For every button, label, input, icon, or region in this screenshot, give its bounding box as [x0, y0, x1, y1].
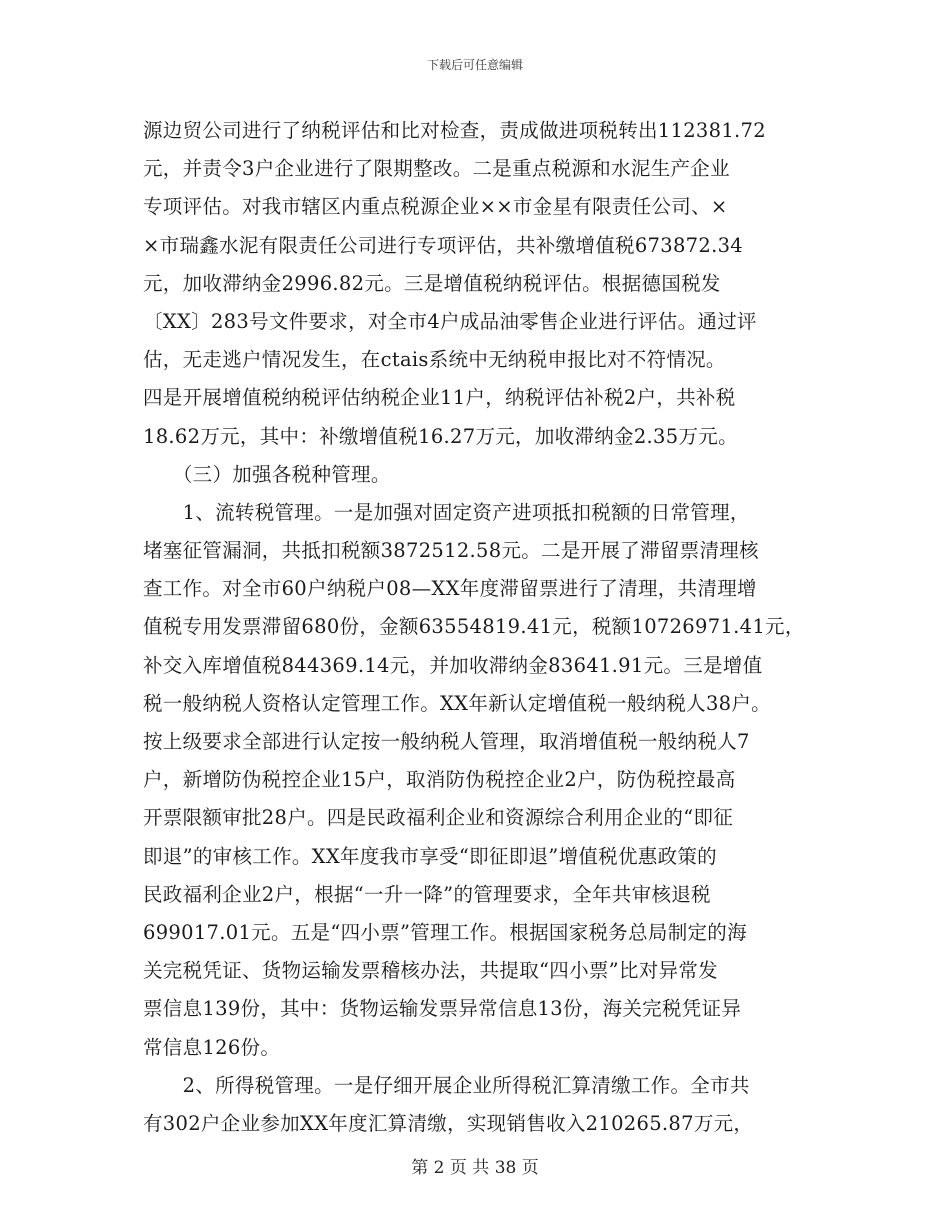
text-line: 估，无走逃户情况发生，在ctais系统中无纳税申报比对不符情况。 [143, 348, 726, 372]
section-heading: （三）加强各税种管理。 [143, 462, 391, 486]
text-line: 源边贸公司进行了纳税评估和比对检查，责成做进项税转出112381.72 [143, 119, 766, 142]
text-line: 2、所得税管理。一是仔细开展企业所得税汇算清缴工作。全市共 [143, 1073, 750, 1097]
text-line: 开票限额审批28户。四是民政福利企业和资源综合利用企业的“即征 [143, 806, 734, 830]
text-line: 票信息139份，其中：货物运输发票异常信息13份，海关完税凭证异 [143, 997, 742, 1021]
text-line: 税一般纳税人资格认定管理工作。XX年新认定增值税一般纳税人38户。 [143, 691, 771, 715]
text-line: 即退”的审核工作。XX年度我市享受“即征即退”增值税优惠政策的 [143, 844, 717, 868]
text-line: ×市瑞鑫水泥有限责任公司进行专项评估，共补缴增值税673872.34 [143, 233, 743, 257]
text-line: 18.62万元，其中：补缴增值税16.27万元，加收滞纳金2.35万元。 [143, 424, 738, 448]
text-line: 元，并责令3户企业进行了限期整改。二是重点税源和水泥生产企业 [143, 157, 730, 181]
text-line: 补交入库增值税844369.14元，并加收滞纳金83641.91元。三是增值 [143, 653, 763, 677]
text-line: 户，新增防伪税控企业15户，取消防伪税控企业2户，防伪税控最高 [143, 768, 736, 792]
text-line: 699017.01元。五是“四小票”管理工作。根据国家税务总局制定的海 [143, 920, 747, 944]
text-line: 〔XX〕283号文件要求，对全市4户成品油零售企业进行评估。通过评 [143, 309, 757, 333]
text-line: 元，加收滞纳金2996.82元。三是增值税纳税评估。根据德国税发 [143, 271, 721, 295]
body-text [143, 112, 823, 1143]
text-line: 民政福利企业2户，根据“一升一降”的管理要求，全年共审核退税 [143, 882, 711, 906]
text-line: 查工作。对全市60户纳税户08—XX年度滞留票进行了清理，共清理增 [143, 577, 757, 601]
text-line: 关完税凭证、货物运输发票稽核办法，共提取“四小票”比对异常发 [143, 959, 718, 983]
text-line: 值税专用发票滞留680份，金额63554819.41元，税额10726971.41元， [143, 615, 805, 639]
text-line: 1、流转税管理。一是加强对固定资产进项抵扣税额的日常管理， [143, 500, 750, 524]
text-line: 按上级要求全部进行认定按一般纳税人管理，取消增值税一般纳税人7 [143, 730, 750, 753]
text-line: 专项评估。对我市辖区内重点税源企业××市金星有限责任公司、× [143, 195, 728, 219]
text-line: 堵塞征管漏洞，共抵扣税额3872512.58元。二是开展了滞留票清理核 [143, 539, 759, 563]
page-footer: 第 2 页 共 38 页 [411, 1158, 539, 1178]
text-line: 常信息126份。 [143, 1035, 281, 1059]
page-header: 下载后可任意编辑 [426, 58, 523, 72]
text-line: 四是开展增值税纳税评估纳税企业11户，纳税评估补税2户，共补税 [143, 386, 736, 410]
text-line: 有302户企业参加XX年度汇算清缴，实现销售收入210265.87万元， [143, 1111, 754, 1135]
